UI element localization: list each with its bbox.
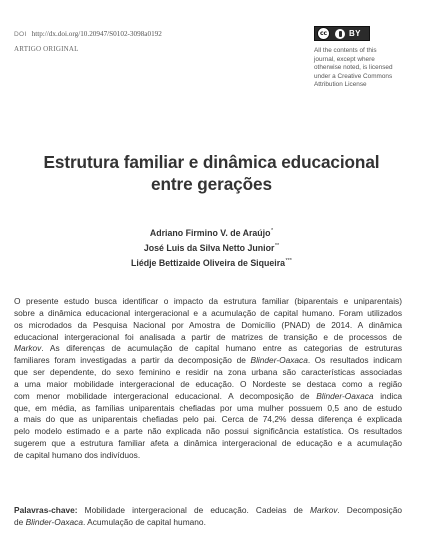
- keywords-line: [14, 505, 402, 517]
- text-run: familiares foram investigadas a partir da decomposição de: [14, 355, 251, 366]
- text-run: sobre a dinâmica educacional intergeracional e a acumulação de capital humano. Foram utilizados: [14, 307, 402, 318]
- text-run: pelo modelo estimado e a parte não explicada não possui significância estatística. Os resultados: [14, 426, 402, 437]
- author-2: [0, 240, 423, 255]
- author-1: [0, 225, 423, 240]
- doi-line: [14, 30, 162, 38]
- doi-tag: DOI: [14, 31, 27, 38]
- abstract-line: [14, 414, 402, 426]
- license-line: All the contents of this: [314, 47, 377, 54]
- license-block: [314, 26, 412, 90]
- text-run: . Decomposição: [337, 505, 402, 515]
- title-line: Estrutura familiar e dinâmica educacional: [43, 152, 380, 172]
- text-run: . Os resultados indicam: [307, 355, 402, 366]
- italic-term: Markov: [14, 343, 42, 354]
- text-run: que, em média, as famílias uniparentais chefiadas por uma mulher possuem 0,5 ano de estudo: [14, 402, 402, 413]
- text-run: sugerem que a estrutura familiar afeta a dinâmica intergeracional de educação e a acumulação: [14, 438, 402, 449]
- text-run: de: [14, 516, 26, 527]
- cc-by-badge[interactable]: [314, 26, 370, 41]
- text-run: os microdados da Pesquisa Nacional por Amostra de Domicílio (PNAD) de 2014. A dinâmica: [14, 319, 402, 330]
- text-run: que ser dependente, do sexo feminino e residir na zona urbana são características associadas: [14, 367, 402, 378]
- abstract-line: [14, 296, 402, 308]
- author-name: Adriano Firmino V. de Araújo: [149, 228, 271, 238]
- text-run: de capital humano dos indivíduos.: [14, 449, 141, 460]
- text-run: educacional intergeracional foi analisada a partir de matrizes de transição e de processos de: [14, 331, 402, 342]
- abstract-line: [14, 450, 402, 462]
- footnote-mark[interactable]: ***: [285, 258, 292, 265]
- text-run: a mais do que as uniparentais chefiadas pelo pai. Cerca de 74,2% dessa diferença é explicada: [14, 414, 402, 425]
- italic-term: Markov: [310, 505, 338, 515]
- abstract-line: [14, 379, 402, 391]
- keywords: [14, 505, 402, 529]
- abstract-line: [14, 332, 402, 344]
- section-label: ARTIGO ORIGINAL: [14, 45, 79, 53]
- author-list: [0, 225, 423, 271]
- author-name: Liédje Bettizaide Oliveira de Siqueira: [131, 258, 286, 269]
- abstract-line: [14, 343, 402, 355]
- title-line: entre gerações: [151, 173, 272, 194]
- attribution-person-icon: [335, 29, 345, 39]
- text-run: com menor mobilidade intergeracional educacional. A decomposição de: [14, 390, 317, 401]
- cc-by-label: BY: [349, 29, 361, 38]
- italic-term: Blinder-Oaxaca: [316, 390, 374, 401]
- article-title: [0, 152, 423, 195]
- license-line: Attribution License: [314, 81, 367, 89]
- text-run: a uma maior mobilidade intergeracional de educação. O Nordeste se destaca como a região: [14, 378, 402, 389]
- footnote-mark[interactable]: **: [274, 243, 280, 250]
- abstract-line: [14, 391, 402, 403]
- doi-link[interactable]: http://dx.doi.org/10.20947/S0102-3098a0192: [31, 30, 162, 38]
- italic-term: Blinder-Oaxaca: [250, 355, 308, 366]
- abstract-line: [14, 367, 402, 379]
- italic-term: Blinder-Oaxaca: [25, 516, 83, 527]
- author-3: [0, 255, 423, 270]
- license-line: otherwise noted, is licensed: [314, 64, 393, 72]
- abstract-line: [14, 426, 402, 438]
- abstract-line: [14, 320, 402, 332]
- abstract-line: [14, 355, 402, 367]
- abstract-line: [14, 308, 402, 320]
- text-run: . Acumulação de capital humano.: [82, 516, 206, 527]
- abstract: [14, 296, 402, 462]
- text-run: O presente estudo busca identificar o impacto da estrutura familiar (biparentais e uniparentais): [14, 296, 402, 306]
- abstract-line: [14, 403, 402, 415]
- license-line: journal, except where: [314, 55, 375, 63]
- license-text: [314, 47, 412, 90]
- footnote-mark[interactable]: *: [270, 228, 274, 234]
- creative-commons-icon: cc: [317, 27, 330, 40]
- author-name: José Luis da Silva Netto Junior: [143, 243, 275, 254]
- license-line: under a Creative Commons: [314, 72, 393, 80]
- text-run: indica: [373, 390, 403, 401]
- abstract-line: [14, 438, 402, 450]
- keywords-line: [14, 517, 402, 529]
- keywords-label: Palavras-chave:: [14, 505, 78, 515]
- text-run: Mobilidade intergeracional de educação. Cadeias de: [77, 505, 311, 515]
- text-run: . As diferenças de acumulação de capital humano entre as categorias de estruturas: [41, 343, 402, 354]
